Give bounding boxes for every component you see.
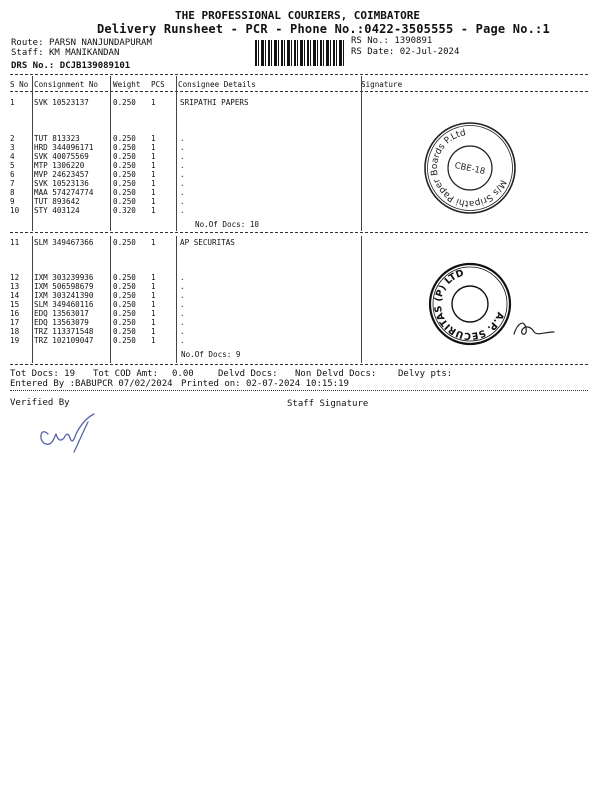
cell-weight: 0.250 bbox=[113, 179, 136, 188]
cell-details: . bbox=[180, 318, 185, 327]
cell-pcs: 1 bbox=[151, 98, 156, 107]
rs-date-label: RS Date: bbox=[351, 47, 395, 57]
cell-details: . bbox=[180, 282, 185, 291]
cell-sno: 14 bbox=[10, 291, 20, 300]
cell-sno: 8 bbox=[10, 188, 15, 197]
barcode bbox=[255, 40, 345, 66]
col-consignment: Consignment No bbox=[34, 80, 99, 89]
cell-weight: 0.250 bbox=[113, 291, 136, 300]
cell-consignment: IXM 303241390 bbox=[34, 291, 94, 300]
cell-consignment: IXM 303239936 bbox=[34, 273, 94, 282]
cell-pcs: 1 bbox=[151, 282, 156, 291]
cell-weight: 0.250 bbox=[113, 143, 136, 152]
cell-sno: 19 bbox=[10, 336, 20, 345]
company-stamp bbox=[422, 120, 518, 216]
cell-sno: 11 bbox=[10, 238, 20, 247]
cell-details: . bbox=[180, 291, 185, 300]
cell-sno: 10 bbox=[10, 206, 20, 215]
tot-docs: Tot Docs: 19 bbox=[10, 369, 76, 379]
cell-consignment: SLM 349467366 bbox=[34, 238, 94, 247]
cell-details: . bbox=[180, 309, 185, 318]
cell-details: . bbox=[180, 300, 185, 309]
cell-weight: 0.250 bbox=[113, 188, 136, 197]
delvy-pts: Delvy pts: bbox=[398, 369, 453, 379]
cell-pcs: 1 bbox=[151, 327, 156, 336]
staff-value: KM MANIKANDAN bbox=[48, 48, 120, 58]
cell-consignment: TRZ 113371548 bbox=[34, 327, 94, 336]
cell-details: . bbox=[180, 273, 185, 282]
cell-details: . bbox=[180, 134, 185, 143]
divider bbox=[10, 74, 588, 75]
cell-details: . bbox=[180, 152, 185, 161]
cell-details: . bbox=[180, 197, 185, 206]
cell-consignment: TUT 813323 bbox=[34, 134, 80, 143]
cell-details: . bbox=[180, 161, 185, 170]
svg-text:A.P. SECURITAS (P) LTD bbox=[428, 263, 512, 346]
verified-by: Verified By bbox=[10, 398, 70, 408]
cell-weight: 0.250 bbox=[113, 309, 136, 318]
col-weight: Weight bbox=[113, 80, 141, 89]
entered-by: Entered By :BABUPCR 07/02/2024 bbox=[10, 379, 173, 389]
rs-no-label: RS No.: bbox=[351, 36, 389, 46]
cell-pcs: 1 bbox=[151, 161, 156, 170]
cell-pcs: 1 bbox=[151, 143, 156, 152]
cell-weight: 0.320 bbox=[113, 206, 136, 215]
cell-consignment: SVK 40075569 bbox=[34, 152, 89, 161]
cell-details: . bbox=[180, 179, 185, 188]
cell-sno: 12 bbox=[10, 273, 20, 282]
cell-consignment: MTP 1306220 bbox=[34, 161, 85, 170]
cell-consignment: SLM 349460116 bbox=[34, 300, 94, 309]
col-signature: Signature bbox=[361, 80, 403, 89]
non-delvd-docs: Non Delvd Docs: bbox=[295, 369, 377, 379]
cell-consignment: MVP 24623457 bbox=[34, 170, 89, 179]
cell-sno: 9 bbox=[10, 197, 15, 206]
stamp-ring-text: M/s Sripathi Paper Boards P.Ltd bbox=[429, 128, 508, 209]
column-separator bbox=[110, 76, 111, 231]
cell-details: . bbox=[180, 188, 185, 197]
no-of-docs: No.Of Docs: 10 bbox=[195, 220, 260, 229]
cell-pcs: 1 bbox=[151, 336, 156, 345]
company-stamp bbox=[428, 262, 512, 346]
cell-pcs: 1 bbox=[151, 188, 156, 197]
cell-consignment: TUT 893642 bbox=[34, 197, 80, 206]
cell-weight: 0.250 bbox=[113, 318, 136, 327]
cell-weight: 0.250 bbox=[113, 152, 136, 161]
staff-label: Staff: bbox=[11, 48, 44, 58]
cell-sno: 15 bbox=[10, 300, 20, 309]
route-line bbox=[11, 38, 152, 48]
cell-weight: 0.250 bbox=[113, 161, 136, 170]
cell-consignment: IXM 506598679 bbox=[34, 282, 94, 291]
cell-sno: 6 bbox=[10, 170, 15, 179]
cell-pcs: 1 bbox=[151, 238, 156, 247]
staff-signature: Staff Signature bbox=[287, 399, 369, 409]
cell-details: . bbox=[180, 143, 185, 152]
cell-pcs: 1 bbox=[151, 152, 156, 161]
rs-date-value: 02-Jul-2024 bbox=[399, 47, 460, 57]
cell-consignment: TRZ 102109047 bbox=[34, 336, 94, 345]
runsheet-title: Delivery Runsheet - PCR - Phone No.:0422-3505555 - Page No.:1 bbox=[97, 22, 550, 36]
cell-sno: 7 bbox=[10, 179, 15, 188]
cell-sno: 16 bbox=[10, 309, 20, 318]
cell-weight: 0.250 bbox=[113, 327, 136, 336]
cell-pcs: 1 bbox=[151, 309, 156, 318]
column-separator bbox=[361, 236, 362, 363]
route-value: PARSN NANJUNDAPURAM bbox=[48, 38, 152, 48]
cell-consignment: STY 403124 bbox=[34, 206, 80, 215]
cell-consignment: MAA 574274774 bbox=[34, 188, 94, 197]
col-details: Consignee Details bbox=[178, 80, 256, 89]
stamp-ring-text: A.P. SECURITAS (P) LTD bbox=[432, 267, 506, 342]
column-separator bbox=[361, 76, 362, 231]
tot-cod-label: Tot COD Amt: bbox=[93, 369, 159, 379]
cell-details: . bbox=[180, 336, 185, 345]
divider bbox=[10, 91, 588, 92]
cell-pcs: 1 bbox=[151, 318, 156, 327]
cell-weight: 0.250 bbox=[113, 336, 136, 345]
cell-sno: 2 bbox=[10, 134, 15, 143]
cell-pcs: 1 bbox=[151, 291, 156, 300]
handwritten-signature bbox=[510, 316, 558, 340]
cell-details: . bbox=[180, 170, 185, 179]
consignee-name: AP SECURITAS bbox=[180, 238, 235, 247]
cell-sno: 1 bbox=[10, 98, 15, 107]
route-label: Route: bbox=[11, 38, 44, 48]
cell-weight: 0.250 bbox=[113, 282, 136, 291]
column-separator bbox=[32, 236, 33, 363]
drs-line bbox=[11, 61, 130, 71]
divider bbox=[10, 390, 588, 391]
rs-no-value: 1390891 bbox=[394, 36, 433, 46]
stamp-center-text: CBE-18 bbox=[453, 160, 487, 178]
rs-date-line bbox=[351, 47, 459, 57]
cell-sno: 5 bbox=[10, 161, 15, 170]
cell-details: . bbox=[180, 327, 185, 336]
cell-consignment: SVK 10523136 bbox=[34, 179, 89, 188]
col-pcs: PCS bbox=[151, 80, 165, 89]
cell-sno: 18 bbox=[10, 327, 20, 336]
col-sno: S No bbox=[10, 80, 29, 89]
cell-sno: 17 bbox=[10, 318, 20, 327]
column-separator bbox=[110, 236, 111, 363]
cell-pcs: 1 bbox=[151, 273, 156, 282]
printed-on: Printed on: 02-07-2024 10:15:19 bbox=[181, 379, 349, 389]
cell-weight: 0.250 bbox=[113, 98, 136, 107]
cell-sno: 3 bbox=[10, 143, 15, 152]
column-separator bbox=[176, 76, 177, 231]
cell-sno: 4 bbox=[10, 152, 15, 161]
rs-no-line bbox=[351, 36, 432, 46]
divider bbox=[10, 364, 588, 365]
delvd-docs: Delvd Docs: bbox=[218, 369, 278, 379]
cell-pcs: 1 bbox=[151, 170, 156, 179]
drs-label: DRS No.: bbox=[11, 61, 55, 71]
tot-cod-value: 0.00 bbox=[172, 369, 194, 379]
cell-weight: 0.250 bbox=[113, 197, 136, 206]
handwritten-signature bbox=[34, 408, 104, 456]
cell-pcs: 1 bbox=[151, 197, 156, 206]
cell-pcs: 1 bbox=[151, 300, 156, 309]
cell-consignment: EDQ 13563017 bbox=[34, 309, 89, 318]
company-name: THE PROFESSIONAL COURIERS, COIMBATORE bbox=[175, 9, 421, 22]
cell-pcs: 1 bbox=[151, 134, 156, 143]
staff-line bbox=[11, 48, 119, 58]
cell-pcs: 1 bbox=[151, 179, 156, 188]
cell-weight: 0.250 bbox=[113, 134, 136, 143]
cell-details: . bbox=[180, 206, 185, 215]
column-separator bbox=[32, 76, 33, 231]
cell-pcs: 1 bbox=[151, 206, 156, 215]
column-separator bbox=[176, 236, 177, 363]
cell-weight: 0.250 bbox=[113, 170, 136, 179]
drs-value: DCJB139089101 bbox=[59, 61, 131, 71]
consignee-name: SRIPATHI PAPERS bbox=[180, 98, 249, 107]
cell-sno: 13 bbox=[10, 282, 20, 291]
cell-weight: 0.250 bbox=[113, 238, 136, 247]
cell-consignment: HRD 344096171 bbox=[34, 143, 94, 152]
no-of-docs: No.Of Docs: 9 bbox=[181, 350, 241, 359]
cell-weight: 0.250 bbox=[113, 273, 136, 282]
cell-consignment: SVK 10523137 bbox=[34, 98, 89, 107]
cell-consignment: EDQ 13563079 bbox=[34, 318, 89, 327]
divider bbox=[10, 232, 588, 233]
cell-weight: 0.250 bbox=[113, 300, 136, 309]
